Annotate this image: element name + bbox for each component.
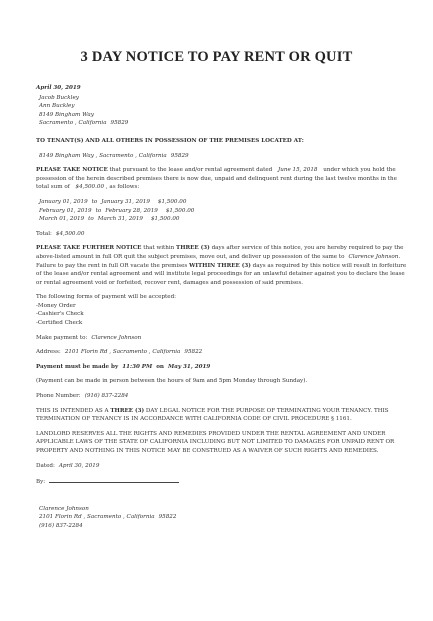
tenant-name: Ann Buckley bbox=[39, 103, 75, 110]
tenant-city-line: Sacramento , California 95829 bbox=[39, 120, 129, 127]
period-to: February 28, 2019 bbox=[105, 207, 158, 214]
agreement-date: June 15, 2018 bbox=[278, 167, 318, 174]
footer-block bbox=[36, 505, 411, 531]
payment-form-item: -Money Order bbox=[36, 302, 76, 309]
footer-name: Clarence Johnson bbox=[39, 505, 89, 512]
premises-address: 8149 Bingham Way , Sacramento , California 95829 bbox=[39, 152, 189, 159]
period-amount: $1,500.00 bbox=[165, 207, 195, 214]
payment-to-label: Make payment to: bbox=[36, 334, 88, 341]
footer-state: California bbox=[126, 514, 155, 521]
to-line: TO TENANT(S) AND ALL OTHERS IN POSSESSION OF THE PREMISES LOCATED AT: bbox=[36, 137, 304, 144]
period-from: January 01, 2019 bbox=[39, 198, 88, 205]
period-to-word: to bbox=[88, 216, 94, 223]
deadline-date: May 31, 2019 bbox=[168, 363, 211, 370]
period-from: February 01, 2019 bbox=[39, 207, 92, 214]
document-title: 3 DAY NOTICE TO PAY RENT OR QUIT bbox=[80, 49, 353, 65]
payment-state: California bbox=[152, 349, 181, 356]
tenant-zip: 95829 bbox=[110, 120, 129, 127]
signature-line bbox=[36, 476, 411, 487]
premises-zip: 95829 bbox=[170, 152, 189, 159]
document-body bbox=[36, 84, 411, 531]
payment-deadline bbox=[36, 363, 411, 372]
notice-date: April 30, 2019 bbox=[36, 85, 81, 91]
payment-street: 2101 Florin Rd bbox=[64, 349, 108, 356]
period-row bbox=[39, 207, 411, 216]
premises-street: 8149 Bingham Way bbox=[39, 152, 94, 159]
payment-to bbox=[36, 334, 411, 343]
header-block bbox=[36, 84, 411, 128]
footer-address: 2101 Florin Rd , Sacramento , California 95822 bbox=[39, 514, 177, 521]
period-amount: $1,500.00 bbox=[157, 198, 187, 205]
phone-line bbox=[36, 392, 411, 401]
payment-form-item: -Cashier's Check bbox=[36, 311, 84, 318]
legal-text: DAY LEGAL NOTICE FOR THE PURPOSE OF TERMINATING YOUR TENANCY. THIS TERMINATION OF TENANCY IS IN ACCORDANCE WITH CALIFORNIA CODE OF CIVIL PROCEDURE § 1161. bbox=[36, 407, 389, 423]
notice-text: days as required by this notice will result in forfeiture of the lease and/or rental agreement and will institute legal proceedings for an unlawful detainer against you to declare the lease or rental agreement void or forfeited, recover rent, damages and possession of said premises. bbox=[36, 262, 407, 286]
notice-paragraph bbox=[36, 166, 411, 192]
period-to-word: to bbox=[91, 198, 98, 205]
legal-bold: THREE (3) bbox=[110, 407, 145, 414]
notice-text: days after service of this notice, you are hereby required to pay the above-listed amount in full OR quit the subject premises, move out, and deliver up possession of the same to bbox=[36, 245, 404, 260]
total-value: $4,500.00 bbox=[55, 230, 85, 237]
signature-blank bbox=[49, 476, 179, 483]
tenant-name: Jacob Buckley bbox=[39, 94, 79, 101]
payment-forms-intro: The following forms of payment will be accepted: bbox=[36, 294, 177, 301]
by-label: By: bbox=[36, 479, 46, 486]
total-line bbox=[36, 230, 411, 239]
payment-zip: 95822 bbox=[184, 349, 203, 356]
tenant-state: California bbox=[78, 120, 107, 127]
payment-forms bbox=[36, 293, 411, 327]
deadline-on: on bbox=[156, 363, 165, 370]
payment-city: Sacramento bbox=[112, 349, 148, 356]
dated-label: Dated: bbox=[36, 462, 55, 469]
legal-notice bbox=[36, 407, 411, 424]
phone-label: Phone Number: bbox=[36, 393, 81, 400]
payment-form-item: -Certified Check bbox=[36, 320, 83, 327]
notice-text: , as follows: bbox=[105, 184, 140, 191]
period-to: March 31, 2019 bbox=[97, 216, 143, 223]
notice-lead: PLEASE TAKE NOTICE bbox=[36, 167, 108, 174]
premises-city: Sacramento bbox=[99, 152, 134, 159]
total-due: $4,500.00 bbox=[75, 184, 105, 191]
notice-bold: THREE (3) bbox=[176, 245, 210, 252]
period-from: March 01, 2019 bbox=[39, 216, 85, 223]
deadline-time: 11:30 PM bbox=[122, 363, 153, 370]
period-to-word: to bbox=[95, 207, 102, 214]
payment-address-label: Address: bbox=[36, 349, 61, 356]
dated-value: April 30, 2019 bbox=[58, 462, 100, 469]
notice-text: under which you hold the possession of the herein described premises there is now due, unpaid and delinquent rent during the last twelve months in the total sum of bbox=[36, 167, 397, 191]
phone-value: (916) 837-2284 bbox=[84, 393, 129, 400]
footer-zip: 95822 bbox=[158, 514, 177, 521]
footer-phone: (916) 837-2284 bbox=[39, 522, 83, 529]
legal-text: THIS IS INTENDED AS A bbox=[36, 407, 111, 414]
landlord-name: Clarence Johnson bbox=[348, 253, 399, 260]
rent-periods bbox=[36, 198, 411, 224]
total-label: Total: bbox=[36, 230, 52, 237]
notice-bold: WITHIN THREE (3) bbox=[189, 262, 251, 269]
period-row bbox=[39, 198, 411, 207]
payment-address: Address: 2101 Florin Rd , Sacramento , California 95822 bbox=[36, 349, 203, 356]
tenant-address: 8149 Bingham Way bbox=[39, 111, 94, 118]
notice-text: . Failure to pay the rent in full OR vacate the premises bbox=[36, 253, 401, 269]
landlord-rights: LANDLORD RESERVES ALL THE RIGHTS AND REMEDIES PROVIDED UNDER THE RENTAL AGREEMENT AND UNDER APPLICABLE LAWS OF THE STATE OF CALIFORNIA INCLUDING BUT NOT LIMITED TO DAMAGES FOR UNPAID RENT OR PROPERTY AND NOTHING IN THIS NOTICE MAY BE CONSTRUED AS A WAIVER OF SUCH RIGHTS AND REMEDIES. bbox=[36, 430, 395, 454]
deadline-label: Payment must be made by bbox=[36, 363, 119, 370]
period-row bbox=[39, 215, 411, 224]
period-amount: $1,500.00 bbox=[150, 216, 180, 223]
period-to: January 31, 2019 bbox=[101, 198, 150, 205]
notice-text: that within bbox=[141, 245, 177, 252]
premises-state: California bbox=[138, 152, 167, 159]
tenant-city: Sacramento bbox=[39, 120, 74, 127]
dated-line bbox=[36, 462, 411, 471]
footer-street: 2101 Florin Rd bbox=[39, 514, 82, 521]
notice-text: that pursuant to the lease and/or rental agreement dated bbox=[107, 167, 273, 174]
further-notice-paragraph bbox=[36, 244, 411, 287]
further-notice-lead: PLEASE TAKE FURTHER NOTICE bbox=[36, 245, 142, 252]
footer-city: Sacramento bbox=[87, 514, 122, 521]
in-person-note: (Payment can be made in person between the hours of 9am and 5pm Monday through Sunday). bbox=[36, 378, 308, 385]
payment-to-name: Clarence Johnson bbox=[91, 334, 142, 341]
